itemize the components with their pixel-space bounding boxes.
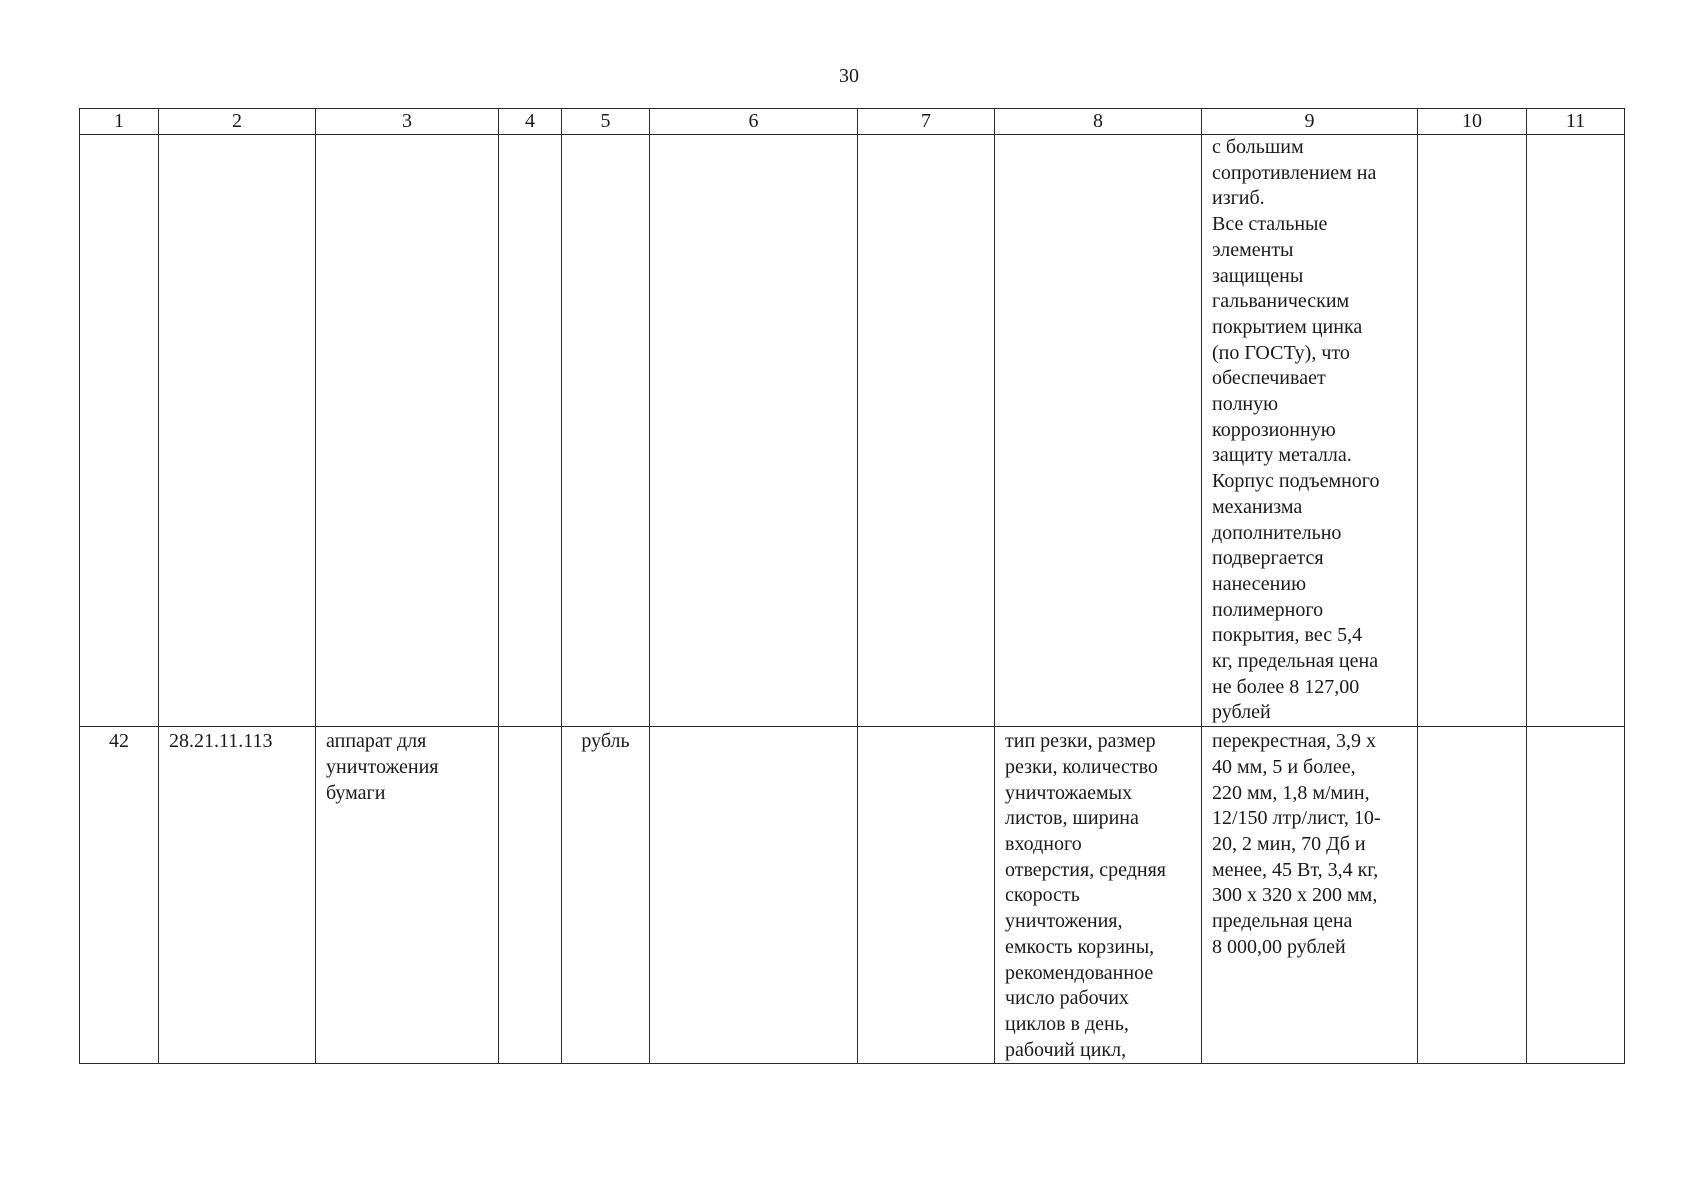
col6-value [650, 727, 857, 729]
characteristic-names: тип резки, размер резки, количество уничтожаемых листов, ширина входного отверстия, средняя скорость уничтожения, емкость корзины, рекомендованное число рабочих циклов в день, рабочий цикл, [1005, 730, 1166, 1061]
column-header-8: 8 [995, 109, 1202, 135]
column-header-9: 9 [1202, 109, 1418, 135]
column-header-3: 3 [316, 109, 499, 135]
table-cell [650, 135, 858, 727]
table-cell [80, 727, 159, 1064]
okpd2-code: 28.21.11.113 [169, 730, 273, 753]
table-cell [1202, 727, 1418, 1064]
col7-value [858, 727, 994, 729]
table-cell [499, 135, 562, 727]
specification-table [79, 108, 1625, 1064]
table-cell [858, 135, 995, 727]
row-number: 42 [109, 730, 129, 753]
table-cell [650, 727, 858, 1064]
table-cell [1418, 135, 1527, 727]
table-cell [499, 727, 562, 1064]
table-row-continuation [80, 135, 1625, 727]
table-cell [1418, 727, 1527, 1064]
column-header-1: 1 [80, 109, 159, 135]
table-cell [316, 727, 499, 1064]
col10-value [1418, 727, 1526, 729]
table-cell [316, 135, 499, 727]
column-header-7: 7 [858, 109, 995, 135]
table-row-42 [80, 727, 1625, 1064]
characteristic-values: перекрестная, 3,9 х 40 мм, 5 и более, 220 мм, 1,8 м/мин, 12/150 лтр/лист, 10- 20, 2 мин, 70 Дб и менее, 45 Вт, 3,4 кг, 300 х 320 х 200 мм, предельная цена 8 000,00 рублей [1212, 730, 1381, 958]
table-cell [1527, 727, 1625, 1064]
column-header-10: 10 [1418, 109, 1527, 135]
col11-value [1527, 727, 1624, 729]
table-cell [80, 135, 159, 727]
column-header-2: 2 [159, 109, 316, 135]
table-cell [995, 135, 1202, 727]
table-cell [562, 135, 650, 727]
table-cell [858, 727, 995, 1064]
table-cell [159, 135, 316, 727]
column-header-4: 4 [499, 109, 562, 135]
header-row [80, 109, 1625, 135]
table-cell [1527, 135, 1625, 727]
characteristic-values-continued: с большим сопротивлением на изгиб. Все стальные элементы защищены гальваническим покрытием цинка (по ГОСТу), что обеспечивает полную коррозионную защиту металла. Корпус подъемного механизма дополнительно подвергается нанесению полимерного покрытия, вес 5,4 кг, предельная цена не более 8 127,00 рублей [1212, 136, 1380, 724]
column-header-5: 5 [562, 109, 650, 135]
page-number: 30 [839, 65, 859, 87]
table-cell [562, 727, 650, 1064]
table-cell [995, 727, 1202, 1064]
col4-value [499, 727, 561, 729]
table-cell [1202, 135, 1418, 727]
item-name: аппарат для уничтожения бумаги [326, 730, 439, 804]
column-header-11: 11 [1527, 109, 1625, 135]
column-header-6: 6 [650, 109, 858, 135]
unit-of-measure: рубль [581, 730, 630, 753]
table-cell [159, 727, 316, 1064]
